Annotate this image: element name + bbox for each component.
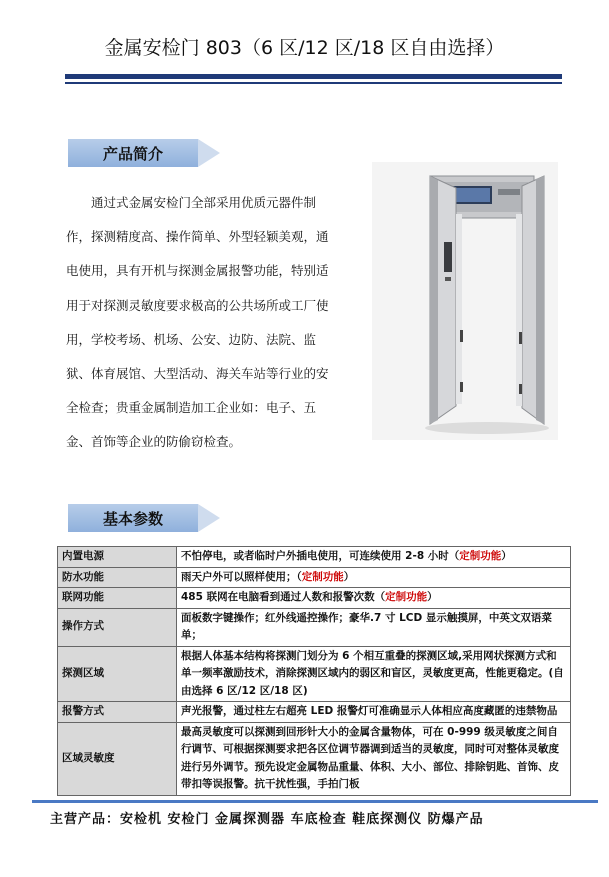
param-value-suffix: ） xyxy=(501,550,512,562)
custom-feature-tag: 定制功能 xyxy=(385,591,428,603)
param-value-suffix: ） xyxy=(427,591,438,603)
param-value-text: 雨天户外可以照样使用；（ xyxy=(181,570,302,583)
param-key: 联网功能 xyxy=(58,588,177,609)
table-row xyxy=(58,588,571,609)
param-value-text: 最高灵敏度可以探测到回形针大小的金属含量物体，可在 0-999 级灵敏度之间自行调节、可根据探测要求把各区位调节器调到适当的灵敏度，同时可对整体灵敏度进行另外调节。预先设定金属物品重量、体积、大小、部位、排除钥匙、首饰、皮带扣等误报警。抗干扰性强，手拍门板 xyxy=(181,725,559,790)
param-value xyxy=(177,702,571,723)
table-row xyxy=(58,646,571,702)
param-key: 探测区域 xyxy=(58,646,177,702)
page-title: 金属安检门 803（6 区/12 区/18 区自由选择） xyxy=(104,37,505,59)
param-value-text: 根据人体基本结构将探测门划分为 6 个相互重叠的探测区域,采用网状探测方式和单一频率激励技术，消除探测区域内的弱区和盲区，灵敏度更高，性能更稳定。(自由选择 6 区/12 区/18 区) xyxy=(181,649,564,697)
metal-detector-gate-photo xyxy=(372,162,558,440)
table-row xyxy=(58,608,571,646)
footer-rule xyxy=(32,800,598,803)
section-params-label: 基本参数 xyxy=(102,510,163,528)
param-key: 内置电源 xyxy=(58,547,177,568)
table-row xyxy=(58,567,571,588)
param-value xyxy=(177,646,571,702)
param-value xyxy=(177,588,571,609)
title-rule-thick xyxy=(65,74,562,79)
param-value xyxy=(177,608,571,646)
param-value xyxy=(177,722,571,795)
param-value-text: 不怕停电，或者临时户外插电使用，可连续使用 2-8 小时（ xyxy=(181,550,460,562)
table-row xyxy=(58,702,571,723)
param-value-text: 面板数字键操作；红外线遥控操作；豪华.7 寸 LCD 显示触摸屏，中英文双语菜单； xyxy=(181,611,552,641)
custom-feature-tag: 定制功能 xyxy=(301,570,344,583)
param-value-text: 485 联网在电脑看到通过人数和报警次数（ xyxy=(181,591,386,603)
param-key: 区域灵敏度 xyxy=(58,722,177,795)
param-key: 报警方式 xyxy=(58,702,177,723)
param-value-text: 声光报警，通过柱左右超亮 LED 报警灯可准确显示人体相应高度藏匿的违禁物品 xyxy=(181,705,558,717)
params-table xyxy=(57,546,571,796)
param-value-suffix: ） xyxy=(343,570,355,583)
title-rule-thin xyxy=(65,82,562,84)
footer-products: 主营产品：安检机 安检门 金属探测器 车底检查 鞋底探测仪 防爆产品 xyxy=(50,812,484,827)
param-key: 操作方式 xyxy=(58,608,177,646)
table-row xyxy=(58,722,571,795)
param-value xyxy=(177,547,571,568)
param-value xyxy=(177,567,571,588)
intro-paragraph xyxy=(66,186,338,460)
custom-feature-tag: 定制功能 xyxy=(459,550,502,562)
param-key: 防水功能 xyxy=(58,567,177,588)
intro-text: 通过式金属安检门全部采用优质元器件制作，探测精度高、操作简单、外型轻颖美观，通电使用，具有开机与探测金属报警功能，特别适用于对探测灵敏度要求极高的公共场所或工厂使用，学校考场、机场、公安、边防、法院、监狱、体育展馆、大型活动、海关车站等行业的安全检查；贵重金属制造加工企业如：电子、五金、首饰等企业的防偷窃检查。 xyxy=(66,195,329,450)
table-row xyxy=(58,547,571,568)
section-intro-label: 产品简介 xyxy=(102,145,163,163)
